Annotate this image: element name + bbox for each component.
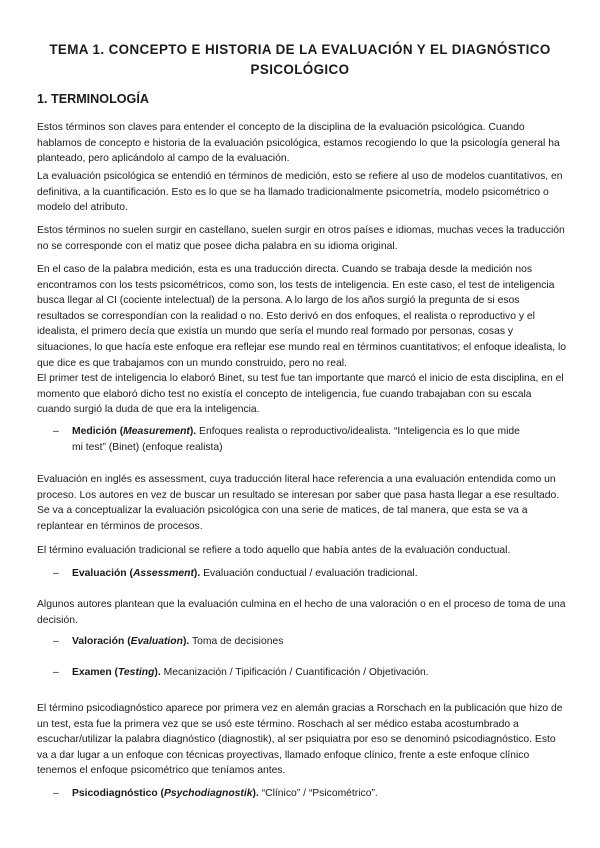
bullet-term-english: Assessment [132,568,194,579]
paragraph-valoracion: Algunos autores plantean que la evaluación culmina en el hecho de una valoración o en el proceso de toma de una decisión. [37,599,566,626]
bullet-term-close: ). [193,568,201,579]
bullet-term-close: ). [154,667,161,678]
bullet-description: Mecanización / Tipificación / Cuantificación / Objetivación. [160,667,429,678]
bullet-evaluacion [53,566,523,582]
bullet-term-english: Psychodiagnostik [163,788,253,799]
document-title: TEMA 1. CONCEPTO E HISTORIA DE LA EVALUACIÓN Y EL DIAGNÓSTICO PSICOLÓGICO [49,42,551,77]
bullet-term-english: Testing [118,667,155,678]
bullet-term-close: ). [252,788,259,799]
paragraph-psicodiagnostico: El término psicodiagnóstico aparece por primera vez en alemán gracias a Rorschach en la publicación que hizo de un test, esta fue la primera vez que se usó este término. Roschach al ser médico estaba acostumbrado a escuchar/utilizar la palabra diagnóstico (diagnostik), al ser psiquiatra por eso se denominó psicodiagnóstico. Esto va a dar lugar a un enfoque con técnicas proyectivas, llamado enfoque clínico, frente a este enfoque clínico tenemos el enfoque psicométrico que teníamos antes. [37,703,563,777]
bullet-term: Evaluación ( [72,568,133,579]
paragraph-traditional: El término evaluación tradicional se refiere a todo aquello que había antes de la evaluación conductual. [37,545,511,556]
bullet-term: Valoración ( [72,636,131,647]
bullet-term-close: ). [182,636,190,647]
bullet-term-english: Evaluation [130,636,183,647]
bullet-dash: – [53,788,59,799]
bullet-term: Examen ( [72,667,118,678]
bullet-dash: – [53,568,59,579]
bullet-term-english: Measurement [123,426,190,437]
bullet-description: Toma de decisiones [189,636,284,647]
bullet-dash: – [53,426,59,437]
bullet-psicodiagnostico [53,786,523,802]
paragraph-terms-origin: Estos términos no suelen surgir en castellano, suelen surgir en otros países e idiomas, muchas veces la traducción no se corresponde con el matiz que posee dicha palabra en su idioma original. [37,225,565,252]
bullet-dash: – [53,667,59,678]
bullet-description: Enfoques realista o reproductivo/idealista. “Inteligencia es lo que mide mi test” (Binet) (enfoque realista) [72,426,520,453]
paragraph-measurement: La evaluación psicológica se entendió en términos de medición, esto se refiere al uso de modelos cuantitativos, en definitiva, a la cuantificación. Esto es lo que se ha llamado tradicionalmente psicometría, modelo psicométrico o modelo del atributo. [37,171,563,214]
bullet-term: Psicodiagnóstico ( [72,788,164,799]
paragraph-intro: Estos términos son claves para entender el concepto de la disciplina de la evaluación psicológica. Cuando hablamos de concepto e historia de la evaluación psicológica, estamos recogiendo lo que la psicología general ha planteado, pero aplicándolo al campo de la evaluación. [37,122,560,165]
section-heading: 1. TERMINOLOGÍA [37,92,149,106]
paragraph-binet: El primer test de inteligencia lo elaboró Binet, su test fue tan importante que marcó el inicio de esta disciplina, en el momento que elaboró dicho test no existía el concepto de inteligencia, fue cuando trabajaban con su escala cuando surgió la duda de que era la inteligencia. [37,373,564,416]
bullet-dash: – [53,636,59,647]
bullet-term-close: ). [189,426,197,437]
bullet-description: “Clínico” / “Psicométrico”. [258,788,378,799]
bullet-term: Medición ( [72,426,124,437]
bullet-description: Evaluación conductual / evaluación tradicional. [200,568,418,579]
bullet-valoracion [53,634,523,650]
bullet-medicion [53,424,523,455]
bullet-examen [53,665,523,681]
paragraph-medicion: En el caso de la palabra medición, esta es una traducción directa. Cuando se trabaja desde la medición nos encontramos con los tests psicométricos, como son, los tests de inteligencia. En este caso, el test de inteligencia busca llegar al CI (cociente intelectual) de la persona. A lo largo de los años surgió la pregunta de si esos resultados se correspondían con la realidad o no. Esto derivó en dos enfoques, el realista o reproductivo y el idealista, el primero decía que existía un mundo que sería el mundo real formado por personas, cosas y situaciones, lo que hacía este enfoque era reflejar ese mundo real en términos cuantitativos; el enfoque idealista, lo que dice es que trabajamos con un mundo construido, pero no real. [37,264,567,369]
paragraph-assessment: Evaluación en inglés es assessment, cuya traducción literal hace referencia a una evaluación entendida como un proceso. Los autores en vez de buscar un resultado se interesan por saber que pasa hasta llegar a ese resultado. Se va a conceptualizar la evaluación psicológica con una serie de matices, de tal manera, que esta se va a replantear en términos de procesos. [37,474,560,532]
